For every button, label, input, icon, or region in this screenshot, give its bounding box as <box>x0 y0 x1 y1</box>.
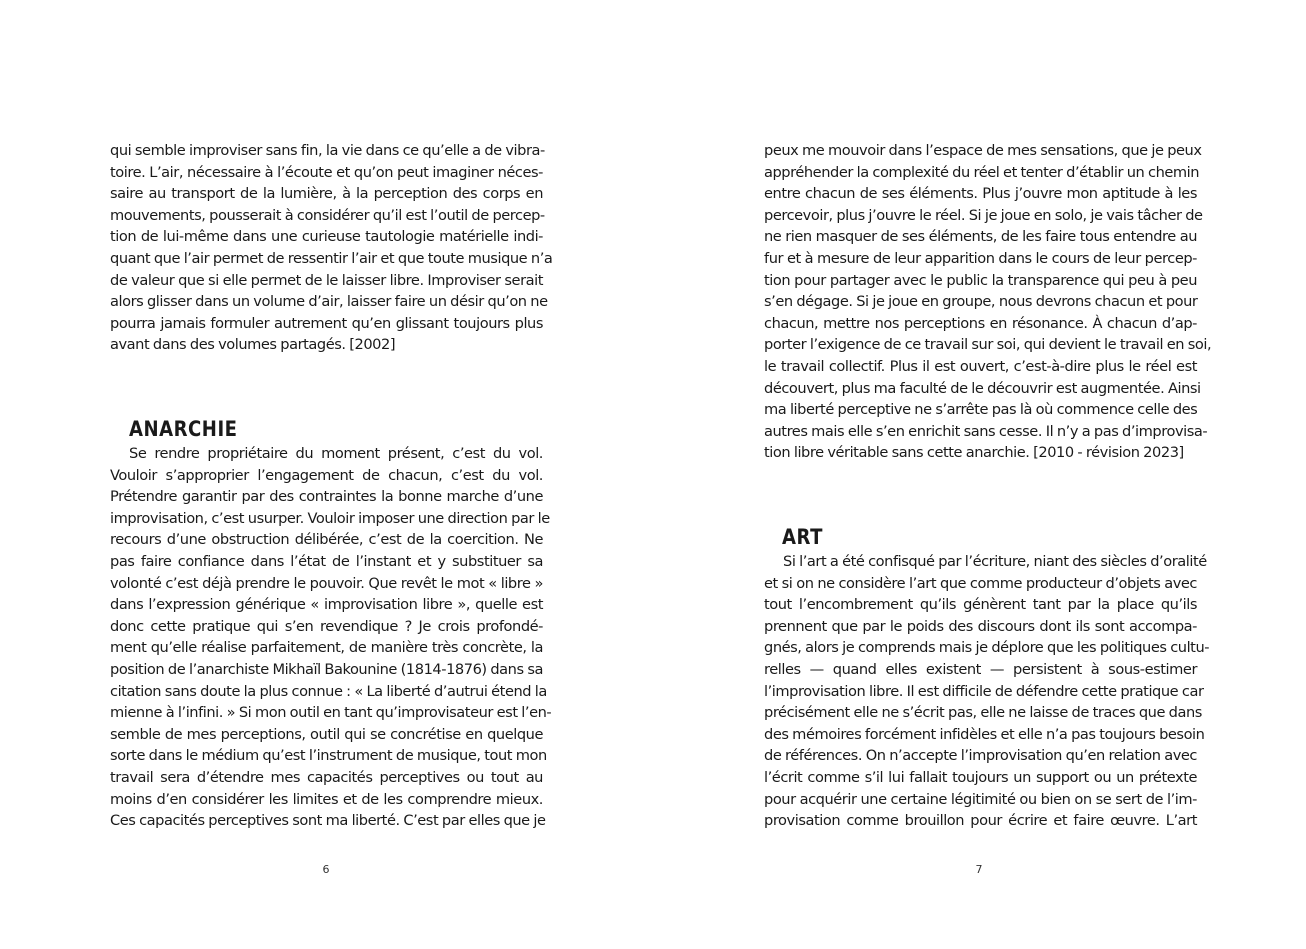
section-title-anarchie: ANARCHIE <box>129 417 238 441</box>
text-line: mienne à l’infini. » Si mon outil en tant qu’improvisateur est l’en- <box>110 704 552 722</box>
text-line: position de l’anarchiste Mikhaïl Bakounine (1814-1876) dans sa <box>110 660 543 678</box>
left-intro-paragraph <box>110 140 553 356</box>
text-line: de références. On n’accepte l’improvisation qu’en relation avec <box>764 747 1197 765</box>
text-line: précisément elle ne s’écrit pas, elle ne laisse de traces que dans <box>764 704 1202 722</box>
text-line: l’improvisation libre. Il est difficile de défendre cette pratique car <box>764 682 1204 700</box>
text-line: moins d’en considérer les limites et de les comprendre mieux. <box>110 790 543 808</box>
text-line: Vouloir s’approprier l’engagement de chacun, c’est du vol. <box>110 466 543 484</box>
text-line: de valeur que si elle permet de le laisser libre. Improviser serait <box>110 271 543 289</box>
text-line: improvisation, c’est usurper. Vouloir imposer une direction par le <box>110 509 550 527</box>
text-line: ment qu’elle réalise parfaitement, de manière très concrète, la <box>110 639 543 657</box>
text-line: pas faire confiance dans l’état de l’instant et y substituer sa <box>110 552 543 570</box>
text-line: Se rendre propriétaire du moment présent, c’est du vol. <box>129 445 543 462</box>
text-line: travail sera d’étendre mes capacités perceptives ou tout au <box>110 768 543 786</box>
text-line: alors glisser dans un volume d’air, laisser faire un désir qu’on ne <box>110 293 548 311</box>
text-line: qui semble improviser sans fin, la vie dans ce qu’elle a de vibra- <box>110 142 545 159</box>
text-line: le travail collectif. Plus il est ouvert, c’est-à-dire plus le réel est <box>764 357 1197 375</box>
page-number-right: 7 <box>975 863 983 876</box>
text-line: découvert, plus ma faculté de le découvrir est augmentée. Ainsi <box>764 379 1201 397</box>
art-paragraph <box>764 551 1210 832</box>
text-line: avant dans des volumes partagés. [2002] <box>110 336 396 354</box>
text-line: sorte dans le médium qu’est l’instrument de musique, tout mon <box>110 747 547 765</box>
text-line: mouvements, pousserait à considérer qu’il est l’outil de percep- <box>110 206 545 224</box>
text-line: ne rien masquer de ses éléments, de les faire tous entendre au <box>764 228 1197 246</box>
right-intro-paragraph <box>764 140 1212 464</box>
text-line: autres mais elle s’en enrichit sans cesse. Il n’y a pas d’improvisa- <box>764 422 1208 440</box>
text-line: chacun, mettre nos perceptions en résonance. À chacun d’ap- <box>764 314 1197 332</box>
text-line: toire. L’air, nécessaire à l’écoute et qu’on peut imaginer néces- <box>110 163 543 181</box>
page-number-left: 6 <box>322 863 330 876</box>
text-line: donc cette pratique qui s’en revendique ? Je crois profondé- <box>110 617 543 635</box>
text-line: provisation comme brouillon pour écrire et faire œuvre. L’art <box>764 812 1197 830</box>
text-line: quant que l’air permet de ressentir l’air et que toute musique n’a <box>110 249 553 267</box>
text-line: Ces capacités perceptives sont ma liberté. C’est par elles que je <box>110 812 546 830</box>
text-line: dans l’expression générique « improvisation libre », quelle est <box>110 596 543 614</box>
text-line: tion pour partager avec le public la transparence qui peu à peu <box>764 271 1197 289</box>
text-line: tout l’encombrement qu’ils génèrent tant par la place qu’ils <box>764 596 1197 614</box>
text-line: semble de mes perceptions, outil qui se concrétise en quelque <box>110 725 543 743</box>
text-line: prennent que par le poids des discours dont ils sont accompa- <box>764 617 1197 635</box>
text-line: tion de lui-même dans une curieuse tautologie matérielle indi- <box>110 228 543 246</box>
text-line: Si l’art a été confisqué par l’écriture, niant des siècles d’oralité <box>783 553 1207 570</box>
text-line: gnés, alors je comprends mais je déplore que les politiques cultu- <box>764 639 1210 657</box>
text-line: ma liberté perceptive ne s’arrête pas là où commence celle des <box>764 401 1198 419</box>
right-page <box>653 0 1306 949</box>
text-line: peux me mouvoir dans l’espace de mes sensations, que je peux <box>764 142 1202 159</box>
text-line: s’en dégage. Si je joue en groupe, nous devrons chacun et pour <box>764 293 1198 311</box>
text-line: entre chacun de ses éléments. Plus j’ouvre mon aptitude à les <box>764 185 1197 203</box>
text-line: l’écrit comme s’il lui fallait toujours un support ou un prétexte <box>764 768 1197 786</box>
text-line: pour acquérir une certaine légitimité ou bien on se sert de l’im- <box>764 790 1197 808</box>
text-line: Prétendre garantir par des contraintes la bonne marche d’une <box>110 488 543 506</box>
text-line: appréhender la complexité du réel et tenter d’établir un chemin <box>764 163 1200 181</box>
text-line: relles — quand elles existent — persistent à sous-estimer <box>764 660 1197 678</box>
text-line: recours d’une obstruction délibérée, c’est de la coercition. Ne <box>110 531 543 549</box>
text-line: citation sans doute la plus connue : « La liberté d’autrui étend la <box>110 682 547 700</box>
text-line: percevoir, plus j’ouvre le réel. Si je joue en solo, je vais tâcher de <box>764 206 1203 224</box>
anarchie-paragraph <box>110 443 552 832</box>
text-line: tion libre véritable sans cette anarchie. [2010 - révision 2023] <box>764 444 1184 462</box>
text-line: et si on ne considère l’art que comme producteur d’objets avec <box>764 574 1197 592</box>
text-line: porter l’exigence de ce travail sur soi, qui devient le travail en soi, <box>764 336 1212 354</box>
text-line: volonté c’est déjà prendre le pouvoir. Que revêt le mot « libre » <box>110 574 543 592</box>
section-title-art: ART <box>782 525 823 549</box>
text-line: pourra jamais formuler autrement qu’en glissant toujours plus <box>110 314 543 332</box>
text-line: saire au transport de la lumière, à la perception des corps en <box>110 185 543 203</box>
text-line: des mémoires forcément infidèles et elle n’a pas toujours besoin <box>764 725 1205 743</box>
text-line: fur et à mesure de leur apparition dans le cours de leur percep- <box>764 249 1197 267</box>
